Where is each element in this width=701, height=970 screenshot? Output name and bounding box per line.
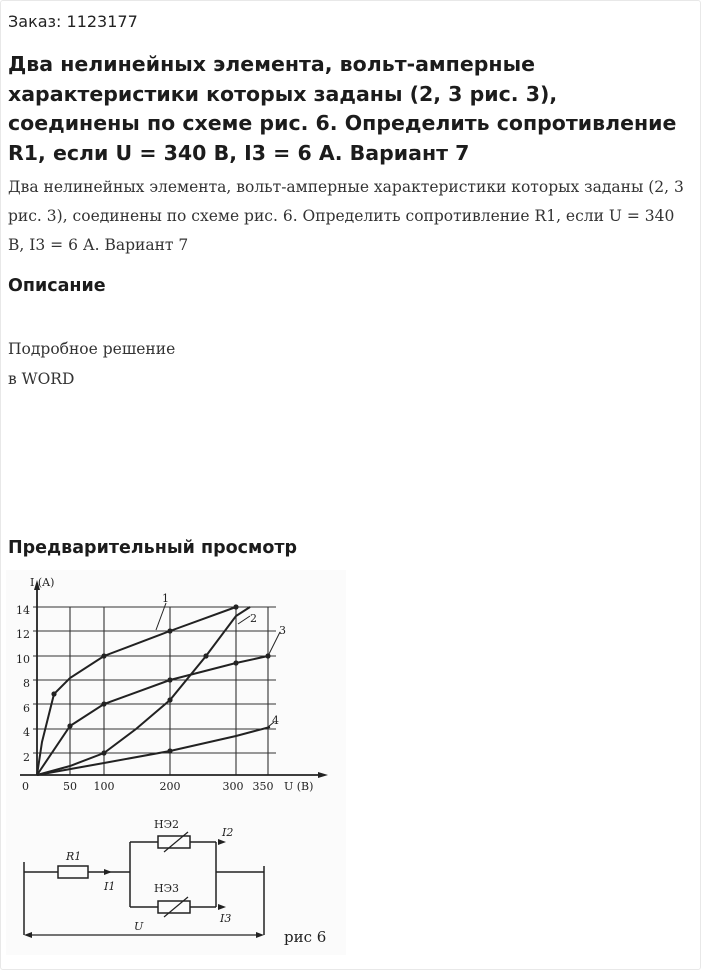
y-tick-10: 10 — [16, 653, 30, 666]
label-u: U — [134, 920, 144, 933]
figure-caption: рис 6 — [284, 928, 327, 946]
curve-label-4: 4 — [272, 714, 279, 727]
y-tick-8: 8 — [23, 677, 30, 690]
preview-figure — [6, 570, 346, 955]
label-ne3: НЭ3 — [154, 882, 180, 895]
label-r1: R1 — [66, 850, 82, 863]
label-i3: I3 — [220, 912, 232, 925]
description-heading: Описание — [8, 276, 106, 296]
label-ne2: НЭ2 — [154, 818, 180, 831]
y-tick-6: 6 — [23, 702, 30, 715]
task-description: Два нелинейных элемента, вольт-амперные характеристики которых заданы (2, 3 рис. 3), соединены по схеме рис. 6. Определить сопротивление R1, если U = 340 В, I3 = 6 А. Вариант 7 — [8, 178, 684, 254]
page-title: Два нелинейных элемента, вольт-амперные характеристики которых заданы (2, 3 рис. 3), соединены по схеме рис. 6. Определить сопротивление R1, если U = 340 В, I3 = 6 А. Вариант 7 — [8, 52, 677, 165]
curve-label-3: 3 — [279, 624, 286, 637]
description-line-2: в WORD — [8, 370, 75, 388]
label-i1: I1 — [104, 880, 116, 893]
vac-graph — [20, 580, 328, 778]
preview-heading: Предварительный просмотр — [8, 538, 298, 558]
y-tick-4: 4 — [23, 726, 30, 739]
x-tick-350: 350 — [252, 780, 274, 793]
x-axis-label: U (B) — [284, 780, 314, 793]
y-tick-12: 12 — [16, 628, 30, 641]
x-tick-300: 300 — [222, 780, 244, 793]
description-line-1: Подробное решение — [8, 340, 176, 358]
y-axis-label: I (A) — [30, 576, 55, 589]
y-tick-2: 2 — [23, 751, 30, 764]
x-tick-100: 100 — [93, 780, 115, 793]
x-tick-200: 200 — [159, 780, 181, 793]
label-i2: I2 — [222, 826, 234, 839]
y-tick-14: 14 — [16, 604, 30, 617]
preview-image — [6, 570, 346, 955]
curve-label-2: 2 — [250, 612, 257, 625]
curve-label-1: 1 — [162, 592, 169, 605]
order-number: Заказ: 1123177 — [8, 12, 138, 31]
x-tick-50: 50 — [63, 780, 77, 793]
origin-label: 0 — [22, 780, 29, 793]
